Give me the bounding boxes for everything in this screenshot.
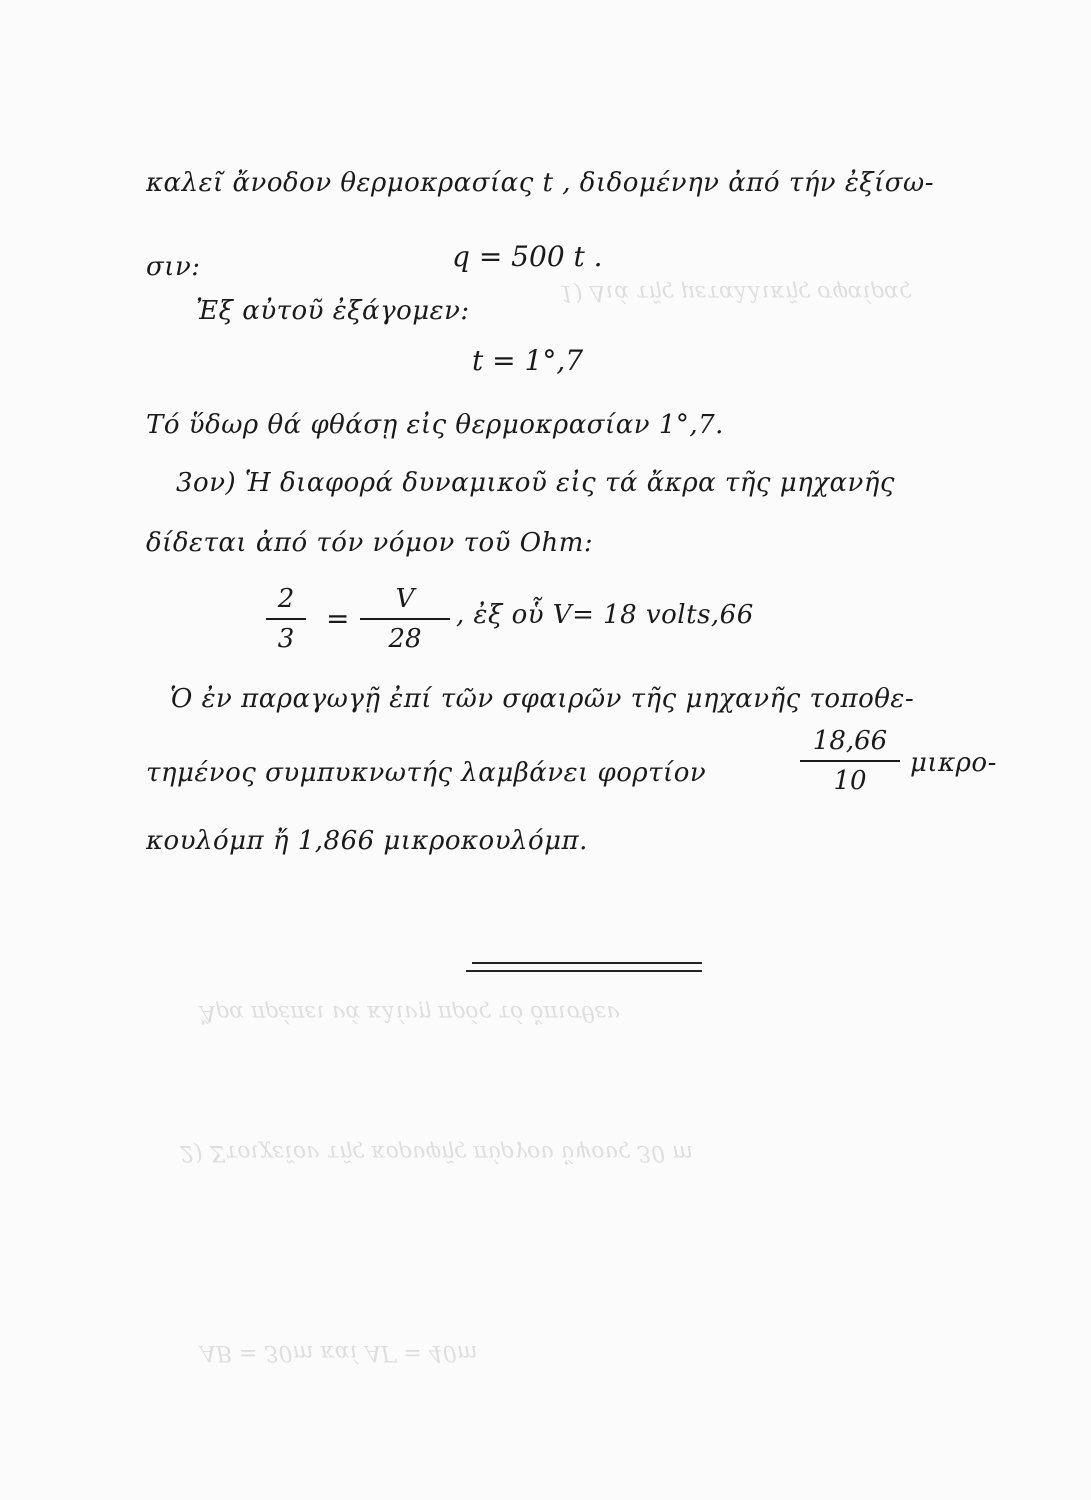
equals-sign: = [326, 602, 350, 635]
text-line-5: 3ον) Ἡ διαφορά δυναμικοῦ εἰς τά ἄκρα τῆς μηχανῆς [176, 468, 895, 498]
bleed-through-text: AB = 30m καί AΓ = 40m [200, 1340, 478, 1365]
text-line-6: δίδεται ἀπό τόν νόμον τοῦ Ohm: [146, 528, 594, 558]
fraction-denominator: 3 [277, 624, 295, 654]
fraction-numerator: 18,66 [812, 726, 888, 756]
text-line-3: Ἐξ αὐτοῦ ἐξάγομεν: [196, 296, 470, 326]
fraction-numerator: V [395, 584, 415, 614]
text-line-8-start: τημένος συμπυκνωτής λαμβάνει φορτίον [146, 758, 707, 788]
equation-q: q = 500 t . [452, 240, 603, 273]
bleed-through-text: Ἄρα πρέπει νά κλίνῃ πρός τό ὄπισθεν [200, 1000, 620, 1025]
fraction-denominator: 28 [388, 624, 422, 654]
fraction-v-28 [360, 584, 450, 654]
bleed-through-text: 1) Διά τῆς μεταλλικῆς σφαίρας [560, 280, 912, 305]
fraction-denominator: 10 [833, 766, 867, 796]
fraction-2-3 [266, 584, 306, 654]
text-line-2-start: σιν: [146, 252, 201, 282]
fraction-bar [360, 618, 450, 620]
fraction-bar [266, 618, 306, 620]
text-line-7: Ὁ ἐν παραγωγῇ ἐπί τῶν σφαιρῶν τῆς μηχανῆς τοποθε- [170, 684, 915, 714]
fraction-bar [800, 760, 900, 762]
text-line-4: Τό ὕδωρ θά φθάσῃ εἰς θερμοκρασίαν 1°,7. [146, 410, 724, 440]
text-line-8-end: μικρο- [910, 748, 997, 778]
text-line-1: καλεῖ ἄνοδον θερμοκρασίας t , διδομένην ἀπό τήν ἐξίσω- [146, 168, 935, 198]
bleed-through-text: 2) Στοιχεῖον τῆς κορυφῆς πύργου ὕψους 30 m [180, 1140, 694, 1165]
equation-v-result: , ἐξ οὗ V= 18 volts,66 [456, 600, 754, 630]
equation-t: t = 1°,7 [472, 344, 584, 377]
fraction-numerator: 2 [277, 584, 295, 614]
text-line-9: κουλόμπ ἤ 1,866 μικροκουλόμπ. [146, 826, 588, 856]
fraction-charge [800, 726, 900, 796]
section-end-rule-top [472, 962, 702, 964]
section-end-rule-bottom [466, 970, 702, 972]
